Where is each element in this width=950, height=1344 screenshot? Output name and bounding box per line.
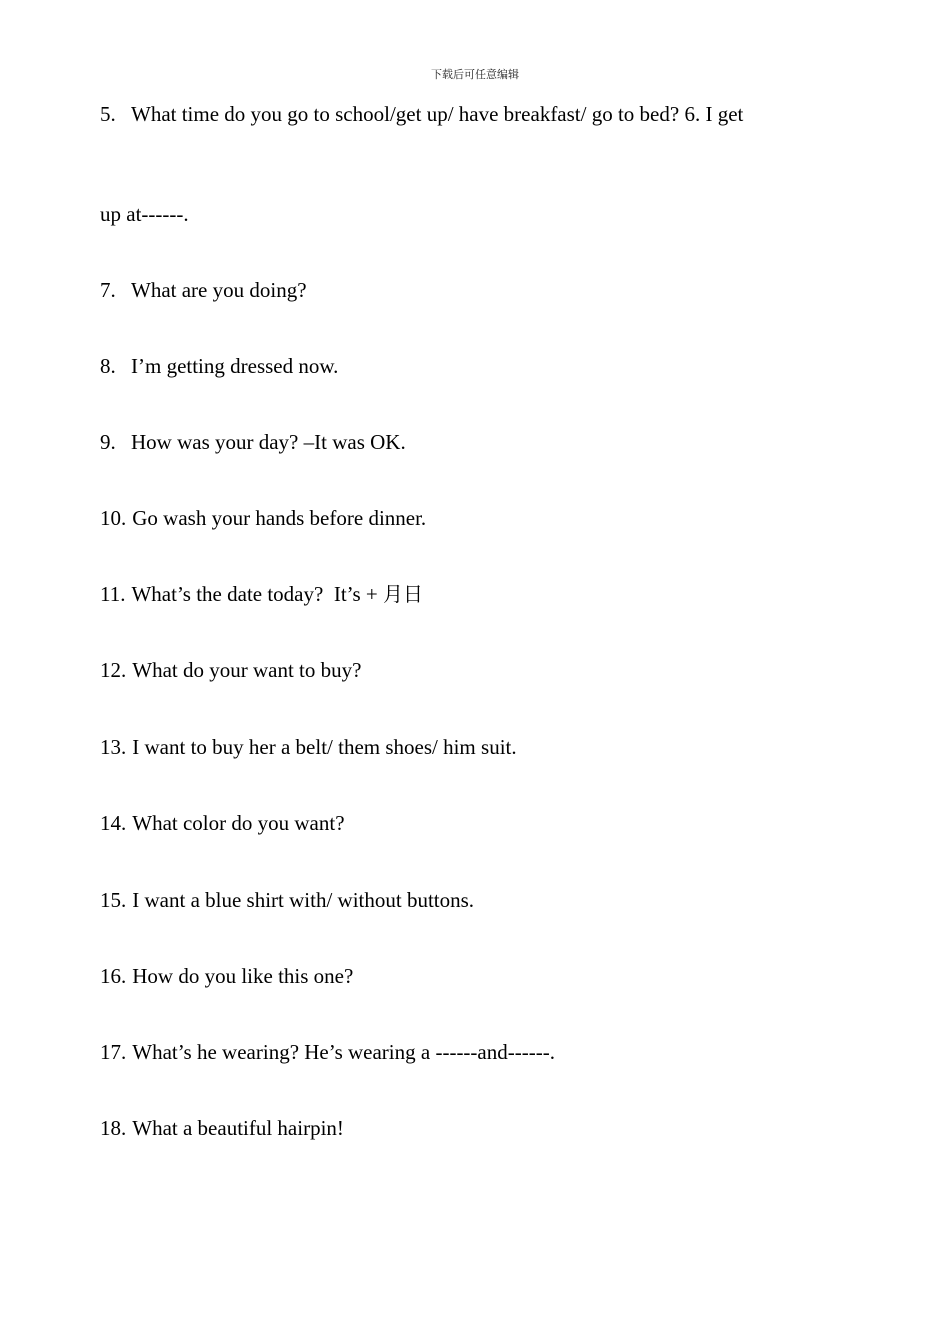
list-item (100, 887, 474, 913)
item-number: 12. (100, 658, 127, 682)
list-item (100, 429, 406, 455)
list-item (100, 810, 345, 836)
item-number: 15. (100, 888, 127, 912)
item-text: Go wash your hands before dinner. (132, 506, 427, 530)
list-item (100, 581, 423, 607)
list-item (100, 1115, 344, 1141)
item-text: How do you like this one? (132, 964, 354, 988)
item-number: 11. (100, 582, 126, 606)
list-item-continuation (100, 201, 189, 227)
item-text: What color do you want? (132, 811, 345, 835)
list-item (100, 353, 338, 379)
item-text: What’s the date today? It’s + (131, 582, 384, 606)
list-item (100, 277, 307, 303)
list-item (100, 101, 743, 127)
item-number: 16. (100, 964, 127, 988)
item-text: I want a blue shirt with/ without buttons. (132, 888, 475, 912)
item-number: 9. (100, 430, 116, 454)
list-item (100, 657, 361, 683)
item-text-cjk: 月日 (383, 582, 424, 606)
item-number: 13. (100, 735, 127, 759)
list-item (100, 505, 426, 531)
item-text: up at------. (100, 202, 189, 226)
list-item (100, 734, 517, 760)
list-item (100, 1039, 555, 1065)
item-number: 18. (100, 1116, 127, 1140)
item-text: What time do you go to school/get up/ have breakfast/ go to bed? 6. I get (131, 102, 744, 126)
item-text: What do your want to buy? (132, 658, 362, 682)
item-text: How was your day? –It was OK. (131, 430, 406, 454)
list-item (100, 963, 353, 989)
item-number: 17. (100, 1040, 127, 1064)
page-header-note: 下载后可任意编辑 (431, 68, 519, 81)
item-number: 7. (100, 278, 116, 302)
item-text: I want to buy her a belt/ them shoes/ him suit. (132, 735, 517, 759)
item-text: What a beautiful hairpin! (132, 1116, 344, 1140)
item-text: I’m getting dressed now. (131, 354, 339, 378)
item-number: 10. (100, 506, 127, 530)
item-text: What’s he wearing? He’s wearing a ------and------. (132, 1040, 555, 1064)
item-text: What are you doing? (131, 278, 307, 302)
item-number: 5. (100, 102, 116, 126)
item-number: 14. (100, 811, 127, 835)
item-number: 8. (100, 354, 116, 378)
